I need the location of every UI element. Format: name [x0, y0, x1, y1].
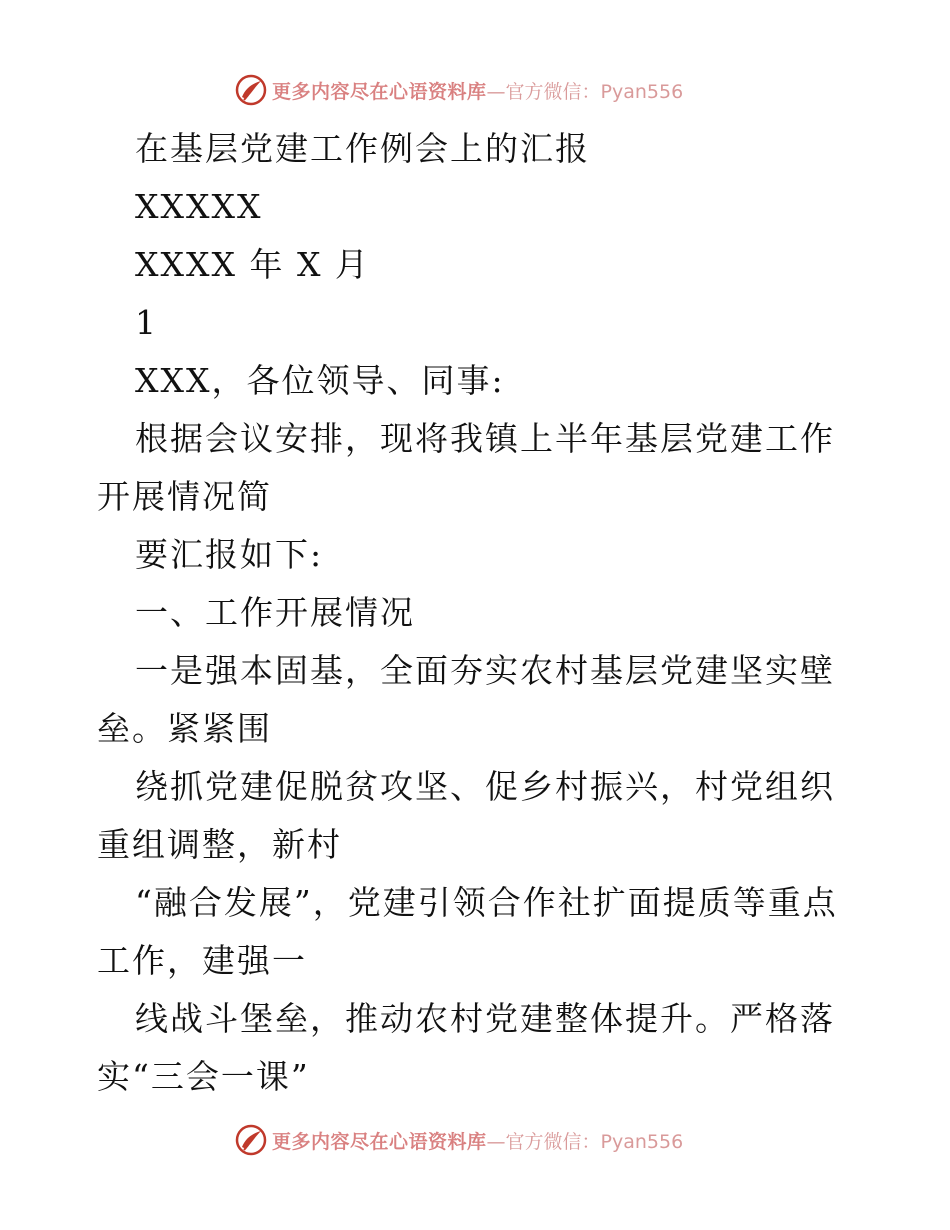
- doc-page-number: 1: [135, 303, 158, 342]
- doc-salutation: XXX，各位领导、同事:: [135, 361, 505, 400]
- watermark-main-text: 更多内容尽在心语资料库: [272, 80, 487, 103]
- watermark-tail-text: —官方微信：Pyan556: [486, 1130, 684, 1153]
- document-body: [97, 120, 857, 1106]
- doc-paragraph: 绕抓党建促脱贫攻坚、促乡村振兴，村党组织重组调整，新村: [97, 767, 835, 864]
- watermark-tail-text: —官方微信：Pyan556: [486, 80, 684, 103]
- brush-logo-icon: [234, 1123, 268, 1157]
- watermark-footer: [234, 1122, 683, 1158]
- doc-paragraph: 根据会议安排，现将我镇上半年基层党建工作开展情况简: [97, 419, 835, 516]
- doc-paragraph: “融合发展”，党建引领合作社扩面提质等重点工作，建强一: [97, 883, 838, 980]
- doc-paragraph: 线战斗堡垒，推动农村党建整体提升。严格落实“三会一课”: [97, 999, 835, 1096]
- doc-author: XXXXX: [135, 187, 263, 226]
- doc-paragraph: 要汇报如下:: [135, 535, 324, 574]
- brush-logo-icon: [234, 73, 268, 107]
- doc-paragraph: 一是强本固基，全面夯实农村基层党建坚实壁垒。紧紧围: [97, 651, 835, 748]
- doc-date: XXXX 年 X 月: [135, 245, 370, 284]
- doc-section-heading: 一、工作开展情况: [135, 593, 415, 632]
- watermark-header: [234, 72, 683, 108]
- watermark-main-text: 更多内容尽在心语资料库: [272, 1130, 487, 1153]
- doc-title: 在基层党建工作例会上的汇报: [135, 129, 590, 168]
